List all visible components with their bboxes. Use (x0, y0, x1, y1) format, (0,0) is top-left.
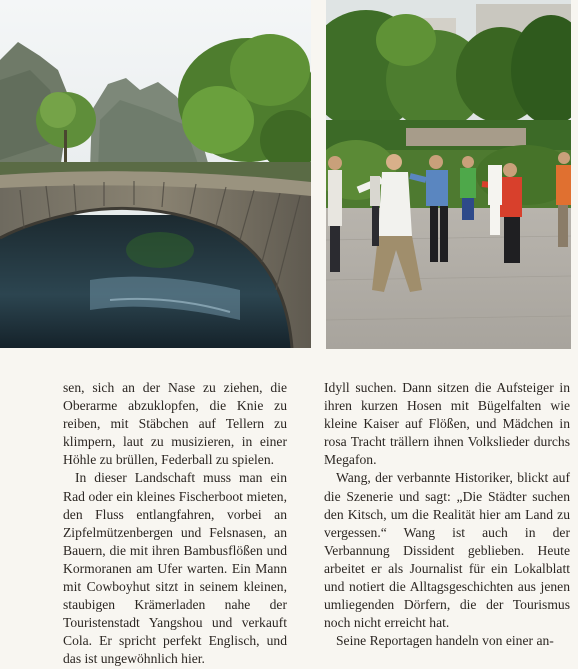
taichi-photo (326, 0, 571, 349)
paragraph: Seine Reportagen handeln von einer an- (336, 633, 554, 649)
paragraph: sen, sich an der Nase zu ziehen, die Oberarme abzuklopfen, die Knie zu reiben, mit Stäbchen auf Tellern zu klimpern, laut zu musizieren, in einer Höhle zu brüllen, Federball zu spielen. (63, 380, 287, 468)
paragraph: Idyll suchen. Dann sitzen die Aufsteiger in ihren kurzen Hosen mit Bügelfalten wie kleine Kaiser auf Flößen, und Mädchen in rosa Tracht trällern ihnen Volkslieder durchs Megafon. (324, 380, 570, 468)
paragraph: Wang, der verbannte Historiker, blickt auf die Szenerie und sagt: „Die Städter suchen den Kitsch, um die Realität hier am Land zu vergessen.“ Wang ist auch in der Verbannung Dissident geblieben. Heute arbeitet er als Journalist für ein Lokalblatt und notiert die Alltagsgeschichten aus jenen umliegenden Dörfern, die der Tourismus noch nicht erreicht hat. (324, 470, 570, 631)
text-column-left (63, 379, 287, 669)
paragraph: In dieser Landschaft muss man ein Rad oder ein kleines Fischerboot mieten, den Fluss entlangfahren, vorbei an Zipfelmützenbergen und Felsnasen, an Bauern, die mit ihren Bambusflößen und Kormoranen am Ufer warten. Ein Mann mit Cowboyhut sitzt in seinem kleinen, staubigen Krämerladen nahe der Touristenstadt Yangshou und verkauft Cola. Er spricht perfekt Englisch, und das ist ungewöhnlich hier. (63, 470, 287, 667)
bridge-photo (0, 0, 311, 348)
text-column-right (324, 379, 570, 650)
